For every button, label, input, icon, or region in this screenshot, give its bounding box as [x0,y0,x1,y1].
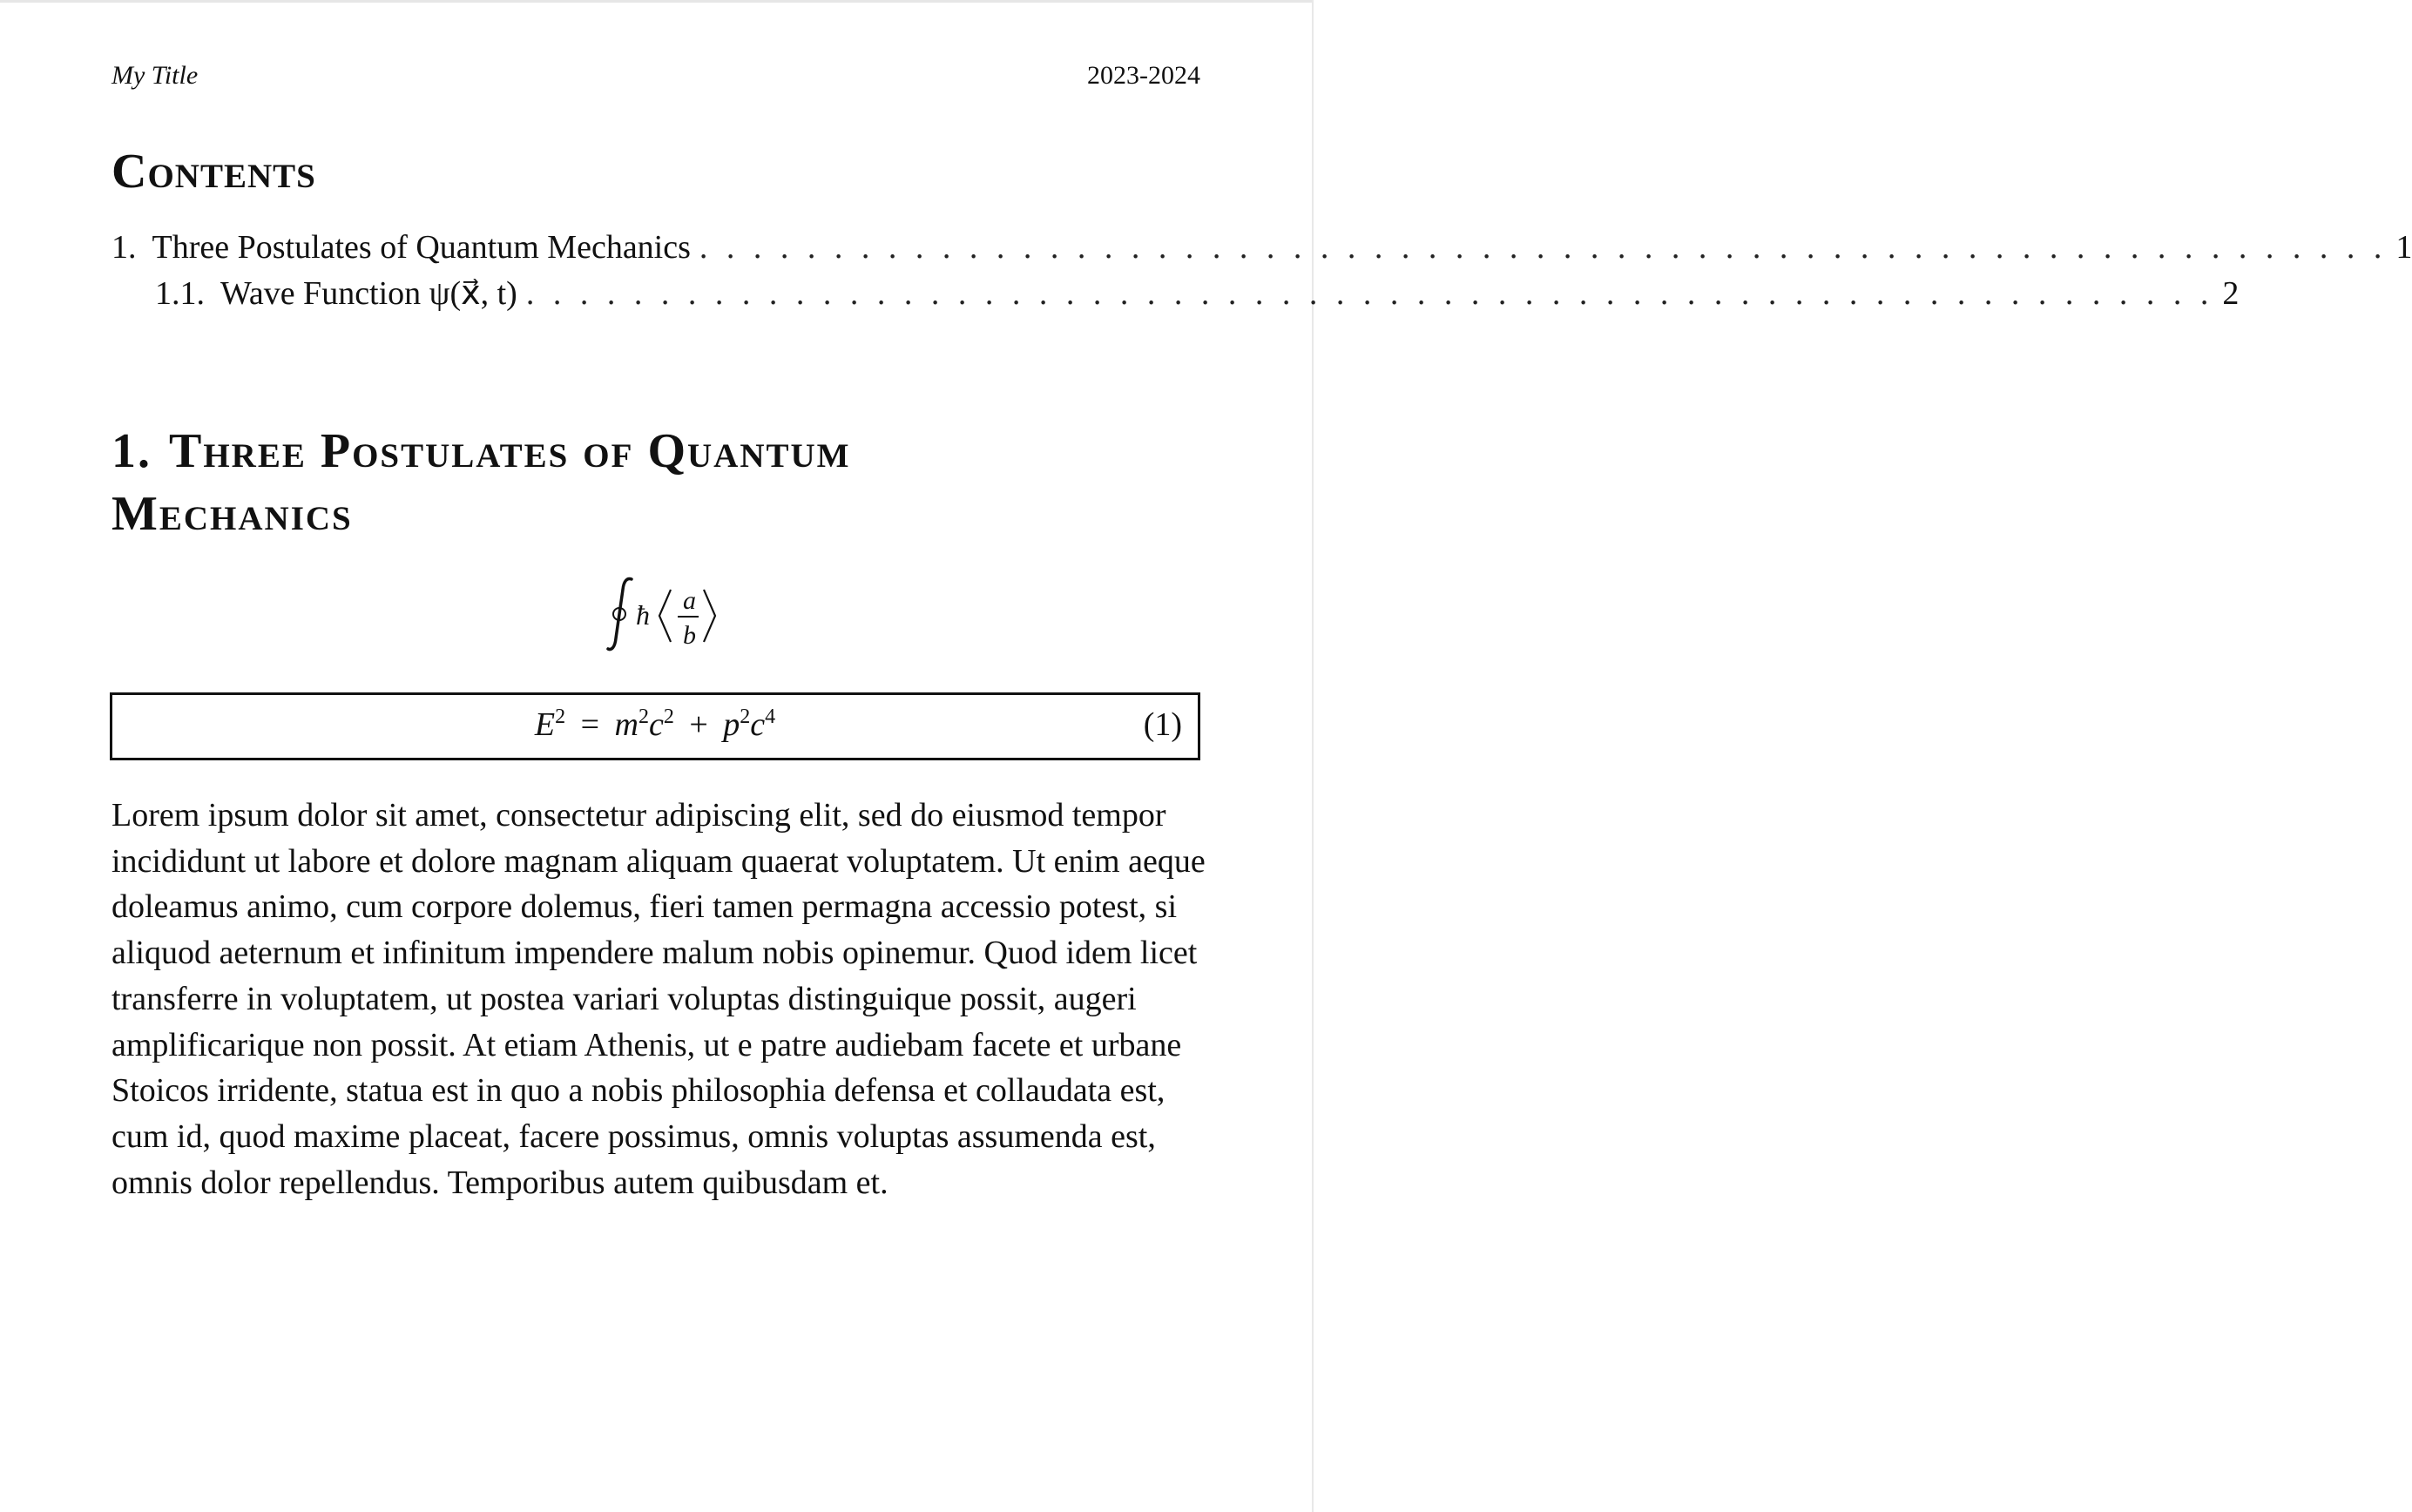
fraction-numerator: a [683,586,696,615]
eq-c-exponent: 2 [663,705,674,728]
eq-p-exponent: 2 [740,705,751,728]
eq-p: p [723,706,740,743]
running-header-year: 2023-2024 [1087,61,1200,90]
toc-leader-dots: . . . . . . . . . . . . . . . . . . . . . . . . . . . . . . . . . . . . . . . . . . . . . . . . . . . . . . . . . . . . . . . [525,275,2214,312]
eq-c2-exponent: 4 [765,705,776,728]
equation-number: (1) [1143,706,1182,743]
section-title-text: Three Postulates of Quantum Mechanics [111,424,851,541]
eq-lhs: E [534,706,556,743]
eq-equals: = [580,706,599,743]
eq-c2: c [750,706,766,743]
toc-entry-number: 1.1. [155,275,205,312]
equation-body [112,705,1198,744]
toc-entry-page: 1 [2395,229,2412,266]
page-top-edge [0,0,1314,3]
toc-entry-page: 2 [2222,275,2240,312]
left-angle-bracket [659,590,671,642]
running-header-title: My Title [111,61,199,90]
toc-entry-1-1[interactable] [155,273,2240,314]
toc-entry-1[interactable] [111,228,2412,268]
contour-integral-sign [608,579,632,650]
toc-entry-text: Three Postulates of Quantum Mechanics [152,229,691,266]
right-angle-bracket [704,590,715,642]
section-number: 1. [111,424,152,478]
toc-entry-number: 1. [111,229,137,266]
page-right-edge [1312,0,1314,1512]
toc-entry-text: Wave Function ψ(x⃗, t) [220,275,517,312]
section-heading [111,420,1026,545]
toc-leader-dots: . . . . . . . . . . . . . . . . . . . . . . . . . . . . . . . . . . . . . . . . . . . . . . . . . . . . . . . . . . . . . . . [699,229,2388,266]
eq-m: m [614,706,638,743]
boxed-equation [110,692,1200,760]
fraction-denominator: b [683,621,696,650]
eq-plus: + [689,706,708,743]
eq-c: c [648,706,664,743]
eq-m-exponent: 2 [638,705,649,728]
contents-heading: Contents [111,145,316,199]
body-paragraph: Lorem ipsum dolor sit amet, consectetur adipiscing elit, sed do eiusmod tempor incididunt ut labore et dolore magnam aliquam quaerat voluptatem. Ut enim aeque doleamus animo, cum corpore dolemus, fieri tamen permagna accessio potest, si aliquod aeternum et infinitum impendere malum nobis opinemur. Quod idem licet transferre in voluptatem, ut postea variari voluptas distinguique possit, augeri amplificarique non possit. At etiam Athenis, ut e patre audiebam facete et urbane Stoicos irridente, statua est in quo a nobis philosophia defensa et collaudata est, cum id, quod maxime placeat, facere possimus, omnis voluptas assumenda est, omnis dolor repellendus. Temporibus autem quibusdam et. [111,797,1206,1201]
hbar-symbol: ħ [636,599,650,631]
display-math-formula [592,570,732,658]
eq-lhs-exponent: 2 [555,705,566,728]
